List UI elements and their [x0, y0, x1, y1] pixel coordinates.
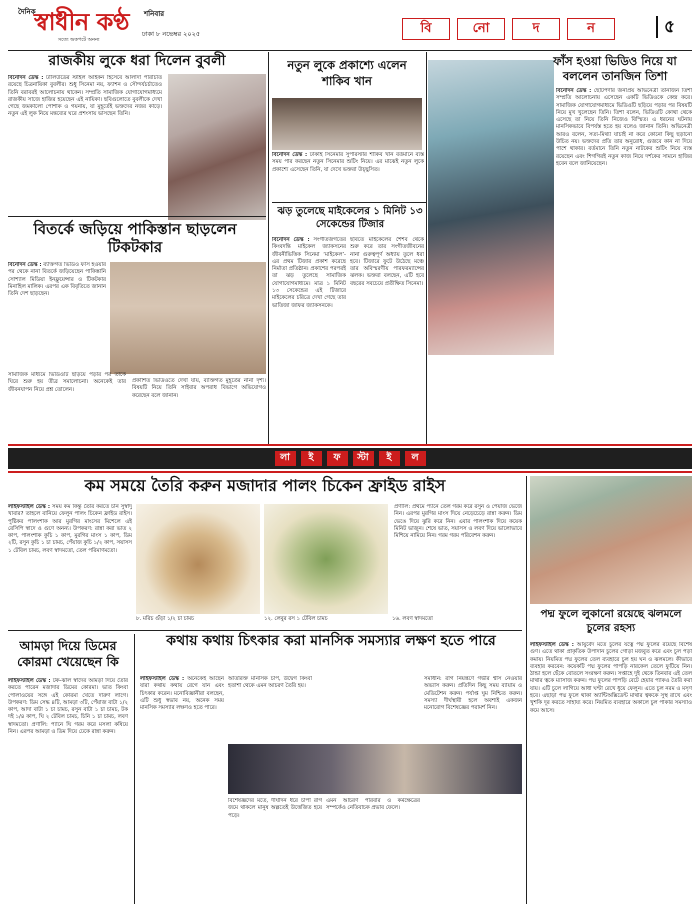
- body-text: ঢাকাই সিনেমার সুপারস্টার শাকিব খান বর্তমানে ব্যস্ত সময় পার করছেন নতুন সিনেমার শুটিং নিয়ে। এর মাঝেই নতুন লুকে প্রকাশ্যে এসেছেন তিনি, যা দেখে ভক্তরা উচ্ছ্বসিত।: [272, 152, 424, 173]
- masthead-divider: [8, 50, 692, 51]
- section-letter: ন: [567, 18, 615, 40]
- photo-lotus-hair: [530, 476, 692, 604]
- paper-prefix: দৈনিক: [18, 8, 36, 16]
- photo-tanjin-tisha: [428, 60, 554, 355]
- column-divider: [268, 52, 269, 444]
- article-chicken-method: প্রণালি: প্রথমে প্যানে তেল গরম করে রসুন ও পেঁয়াজ ভেজে নিন। এরপর মুরগির মাংস দিয়ে নেড়েচেড়ে রান্না করুন। ডিম ভেঙে দিয়ে ঝুরি করে নিন। এবার পালংশাক দিয়ে কয়েক মিনিট ভাজুন। শেষে ভাত, সয়াসস ও লবণ দিয়ে ভালোভাবে মিশিয়ে নামিয়ে নিন। গরম গরম পরিবেশন করুন।: [394, 504, 522, 616]
- byline: বিনোদন ডেস্ক :: [8, 262, 42, 268]
- banner-stripe: [8, 444, 692, 446]
- article-korma-body: [8, 678, 128, 904]
- section-letter: ই: [379, 451, 400, 466]
- body-text: সময় কম কিন্তু তৈরি করতে চান সুস্বাদু খাবার? তাহলে বানিয়ে ফেলুন পালং চিকেন ফ্রাইড রাইস। পুষ্টিকর পালংশাক আর মুরগির মাংসের মিশেলে এই রেসিপি স্বাদে ও গুণে অনন্য।: [8, 504, 132, 532]
- photo-tiktoker: [110, 262, 266, 374]
- ingredient-caption: ৮. মরিচ গুঁড়া ১/২ চা চামচ: [136, 616, 195, 622]
- byline: বিনোদন ডেস্ক :: [556, 88, 592, 94]
- article-michael-body: [272, 237, 346, 441]
- body-text: আয়ুর্বেদ মতে চুলের যত্নে পদ্ম ফুলের রয়েছে বিশেষ গুণ। এতে থাকা প্রাকৃতিক উপাদান চুলের গোড়া মজবুত করে এবং চুল পড়া কমায়। নিয়মিত পদ্ম ফুলের তেল ব্যবহারে চুল হয় ঘন ও ঝলমলে। কীভাবে ব্যবহার করবেন: কয়েকটি পদ্ম ফুলের পাপড়ি নারকেল তেলে ফুটিয়ে নিন। ঠান্ডা হলে ছেঁকে বোতলে সংরক্ষণ করুন। সপ্তাহে দুই থেকে তিনবার এই তেল মাথার ত্বকে ম্যাসাজ করুন। পদ্ম ফুলের পাপড়ি বেটে হেয়ার প্যাকও তৈরি করা যায়। এটি চুলে লাগিয়ে আধা ঘণ্টা রেখে ধুয়ে ফেলুন। এতে চুল নরম ও মসৃণ হবে। এছাড়া পদ্ম ফুলে থাকা অ্যান্টিঅক্সিডেন্ট মাথার ত্বককে সুস্থ রাখে এবং খুশকি দূর করতে সাহায্য করে। নিয়মিত ব্যবহারে অকালে চুল পাকার সমস্যাও কমে আসে।: [530, 642, 692, 714]
- issue-date: ঢাকা ৮ নভেম্বর ২০২৫: [142, 30, 201, 38]
- body-text: অনেকেই আছেন যারা কথায় কথায় রেগে যান এবং চিৎকার করেন। মনোবিজ্ঞানীরা বলছেন, এটি শুধু স্বভাব নয়, অনেক সময় মানসিক সমস্যার লক্ষণও হতে পারে।: [140, 676, 224, 712]
- headline-pakistan-tiktoker: বিতর্কে জড়িয়ে পাকিস্তান ছাড়লেন টিকটকার: [33, 220, 237, 256]
- section-letter: ল: [405, 451, 426, 466]
- article-shout-body-5: সমাধান: রাগ নিয়ন্ত্রণে গভীর শ্বাস নেওয়ার অভ্যাস করুন। প্রতিদিন কিছু সময় ব্যায়াম ও মেডিটেশন করুন। পর্যাপ্ত ঘুম নিশ্চিত করুন। সমস্যা দীর্ঘস্থায়ী হলে অবশ্যই একজন মনোরোগ বিশেষজ্ঞের পরামর্শ নিন।: [424, 676, 522, 712]
- article-shout-body-2: অতিরিক্ত মানসিক চাপ, উদ্বেগ কিংবা হতাশা থেকে এমন আচরণ তৈরি হয়।: [228, 676, 312, 690]
- divider: [8, 630, 522, 631]
- paper-tagline: সত্যে অকপটে অনন্য: [58, 37, 100, 43]
- photo-fried-rice-2: [264, 504, 388, 614]
- headline-tanjin-tisha: ফাঁস হওয়া ভিডিও নিয়ে যা বললেন তানজিন তিশা: [553, 54, 677, 83]
- section-letter: বি: [402, 18, 450, 40]
- article-shout-body-4: এমন আচরণ পরিবার ও কর্মক্ষেত্রের সম্পর্কেও নেতিবাচক প্রভাব ফেলে।: [326, 798, 420, 812]
- article-tanjin-body: [556, 88, 692, 360]
- section-letter: ফ: [327, 451, 348, 466]
- body-text: সংগীতজগতের কিংবদন্তি মাইকেল জ্যাকসনের জীবনীভিত্তিক সিনেমা ‘মাইকেল’-এর প্রথম টিজার প্রকাশ করেছে নির্মাতা প্রতিষ্ঠান। প্রকাশের পরপরই তা ঝড় তুলেছে সামাজিক যোগাযোগমাধ্যমে। মাত্র ১ মিনিট ১৩ সেকেন্ডের এই টিজারে মাইকেলের চরিত্রে দেখা গেছে তার ভাতিজা জাফর জ্যাকসনকে।: [272, 237, 346, 309]
- column-divider: [134, 634, 135, 904]
- section-letter: স্টা: [353, 451, 374, 466]
- body-text: ছোটপর্দার জনপ্রিয় অভিনেত্রী তানজিন তিশা সম্প্রতি আলোচনায় এসেছেন একটি ভিডিওকে কেন্দ্র করে। সামাজিক যোগাযোগমাধ্যমে ভিডিওটি ছড়িয়ে পড়ার পর বিষয়টি নিয়ে মুখ খুলেছেন তিনি। তিশা বলেন, ভিডিওটি কোথা থেকে এসেছে তা নিয়ে তিনি নিজেও বিস্মিত। এ ধরনের ঘটনায় মানসিকভাবে বিপর্যস্ত হতে হয় বলেও জানান তিনি। অভিনেত্রী আরও বলেন, সত্য-মিথ্যা যাচাই না করে কোনো কিছু ছড়ানো উচিত নয়। ভক্তদের প্রতি তার অনুরোধ, গুজবে কান না দিয়ে পাশে থাকার। বর্তমানে তিনি নতুন নাটকের শুটিং নিয়ে ব্যস্ত রয়েছেন এবং শিগগিরই নতুন কাজ নিয়ে দর্শকের সামনে হাজির হবেন বলে জানিয়েছেন।: [556, 88, 692, 167]
- article-buboli-body: [8, 75, 162, 215]
- divider: [8, 216, 266, 217]
- byline: লাইফস্টাইল ডেস্ক :: [140, 676, 185, 682]
- headline-chicken-fried-rice: কম সময়ে তৈরি করুন মজাদার পালং চিকেন ফ্রাইড রাইস: [84, 476, 446, 495]
- photo-fried-rice-1: [136, 504, 260, 614]
- divider: [272, 202, 426, 203]
- ingredient-caption: ১৬. লবণ স্বাদমতো: [392, 616, 433, 622]
- headline-shakib: নতুন লুকে প্রকাশ্যে এলেন শাকিব খান: [287, 58, 407, 88]
- ingredient-caption: ১২. লেবুর রস ১ টেবিল চামচ: [264, 616, 328, 622]
- headline-buboli: রাজকীয় লুকে ধরা দিলেন বুবলী: [48, 53, 226, 69]
- paper-logo: স্বাধীন কণ্ঠ: [34, 7, 129, 36]
- masthead: [8, 4, 692, 50]
- body-text: টক-ঝাল স্বাদের আমড়া দিয়ে তৈরি করতে পারেন মজাদার ডিমের কোরমা। ভাত কিংবা পোলাওয়ের সঙ্গে এই কোরমা খেতে দারুণ লাগে। উপকরণ: ডিম সেদ্ধ ৪টি, আমড়া ৩টি, পেঁয়াজ বাটা ১/২ কাপ, আদা বাটা ১ চা চামচ, রসুন বাটা ১ চা চামচ, টক দই ১/৪ কাপ, ঘি ২ টেবিল চামচ, চিনি ১ চা চামচ, লবণ স্বাদমতো। প্রণালি: প্যানে ঘি গরম করে মসলা কষিয়ে নিন। এরপর আমড়া ও ডিম দিয়ে ঢেকে রান্না করুন।: [8, 678, 128, 736]
- headline-shouting-mental-health: কথায় কথায় চিৎকার করা মানসিক সমস্যার লক্ষণ হতে পারে: [166, 633, 496, 649]
- body-text: ঢালিউডের স্টাইল আইকন হিসেবে আলাদা পরিচিতি রয়েছে চিত্রনায়িকা বুবলীর। শুধু সিনেমা নয়, ফ্যাশন ও সৌন্দর্যচর্চাতেও তিনি বরাবরই আলোচনায় থাকেন। সম্প্রতি সামাজিক যোগাযোগমাধ্যমে রাজকীয় সাজে হাজির হয়েছেন এই নায়িকা। ছবিগুলোতে বুবলীকে দেখা গেছে জমকালো পোশাক ও গয়নায়, যা মুহূর্তেই ভক্তদের নজর কাড়ে। নতুন এই লুক নিয়ে মন্তব্যের ঘরে প্রশংসায় ভাসছেন তিনি।: [8, 75, 162, 118]
- headline-egg-korma: আমড়া দিয়ে ডিমের কোরমা খেয়েছেন কি: [17, 638, 119, 670]
- column-divider: [426, 52, 427, 444]
- byline: বিনোদন ডেস্ক :: [8, 75, 44, 81]
- article-shout-body-3: বিশেষজ্ঞদের মতে, দীর্ঘদিন ধরে চাপা রাগ জমে থাকলে মানুষ অল্পতেই উত্তেজিত হয়ে পড়ে।: [228, 798, 322, 819]
- byline: লাইফস্টাইল ডেস্ক :: [8, 678, 51, 684]
- article-pakistan-body: [8, 262, 106, 370]
- section-letter: ই: [301, 451, 322, 466]
- ingredients-list: উপকরণ: রান্না করা ভাত ২ কাপ, পালংশাক কুচি ১ কাপ, মুরগির মাংস ১ কাপ, ডিম ২টি, রসুন কুচি ১ চা চামচ, পেঁয়াজ কুচি ১/২ কাপ, সয়াসস ১ টেবিল চামচ, লবণ স্বাদমতো, তেল পরিমাণমতো।: [8, 525, 132, 554]
- banner-stripe: [8, 471, 692, 473]
- photo-shakib: [272, 98, 422, 150]
- headline-michael-teaser: ঝড় তুলেছে মাইকেলের ১ মিনিট ১৩ সেকেন্ডের টিজার: [277, 206, 423, 230]
- byline: বিনোদন ডেস্ক :: [272, 237, 310, 243]
- article-shakib-body: [272, 152, 424, 204]
- byline: বিনোদন ডেস্ক :: [272, 152, 308, 158]
- article-shout-body: [140, 676, 224, 904]
- body-text: ব্যক্তিগত ভিডিও ফাঁস হওয়ার পর থেকে নানা বিতর্কে জড়িয়েছেন পাকিস্তানি সোশ্যাল মিডিয়া ইনফ্লুয়েন্সার ও টিকটকার মিনাহিল মালিক। এরপর এক বিবৃতিতে জানান তিনি দেশ ছাড়ছেন।: [8, 262, 106, 298]
- article-michael-body-2: ছবিতে মাইকেলের শৈশব থেকে শুরু করে তার সংগীতজীবনের নানা গুরুত্বপূর্ণ অধ্যায় তুলে ধরা হবে। টিজারে ফুটে উঠেছে মঞ্চে তার অবিস্মরণীয় পারফরম্যান্সের ঝলক। ভক্তরা বলছেন, এটি হবে বছরের সবচেয়ে প্রতীক্ষিত সিনেমা।: [350, 237, 424, 287]
- section-letter: নো: [457, 18, 505, 40]
- column-divider: [526, 476, 527, 904]
- section-title-lifestyle: [8, 448, 692, 469]
- article-pakistan-body-2: সামাজিক মাধ্যমে ভিডিওটি ছড়িয়ে পড়ার পর তাকে ঘিরে শুরু হয় তীব্র সমালোচনা। অনেকেই তার জীবনযাপন নিয়ে প্রশ্ন তোলেন।: [8, 372, 126, 393]
- article-chicken-body: [8, 504, 132, 608]
- headline-lotus-hair: পদ্ম ফুলে লুকানো রয়েছে ঝলমলে চুলের রহস্য: [540, 608, 682, 634]
- byline: লাইফস্টাইল ডেস্ক :: [530, 642, 574, 648]
- section-title-binodon: [402, 18, 615, 40]
- article-pakistan-body-3: প্রকাশিত ভিডিওতে দেখা যায়, ব্যক্তিগত মুহূর্তের নানা দৃশ্য। বিষয়টি নিয়ে তিনি সাইবার অপরাধ বিভাগে অভিযোগও করেছেন বলে জানান।: [132, 378, 266, 399]
- byline: লাইফস্টাইল ডেস্ক :: [8, 504, 51, 510]
- section-letter: লা: [275, 451, 296, 466]
- article-hair-body: [530, 642, 692, 904]
- page-number: ৫: [656, 16, 675, 38]
- issue-day: শনিবার: [144, 10, 165, 18]
- photo-buboli: [168, 74, 266, 220]
- section-letter: দ: [512, 18, 560, 40]
